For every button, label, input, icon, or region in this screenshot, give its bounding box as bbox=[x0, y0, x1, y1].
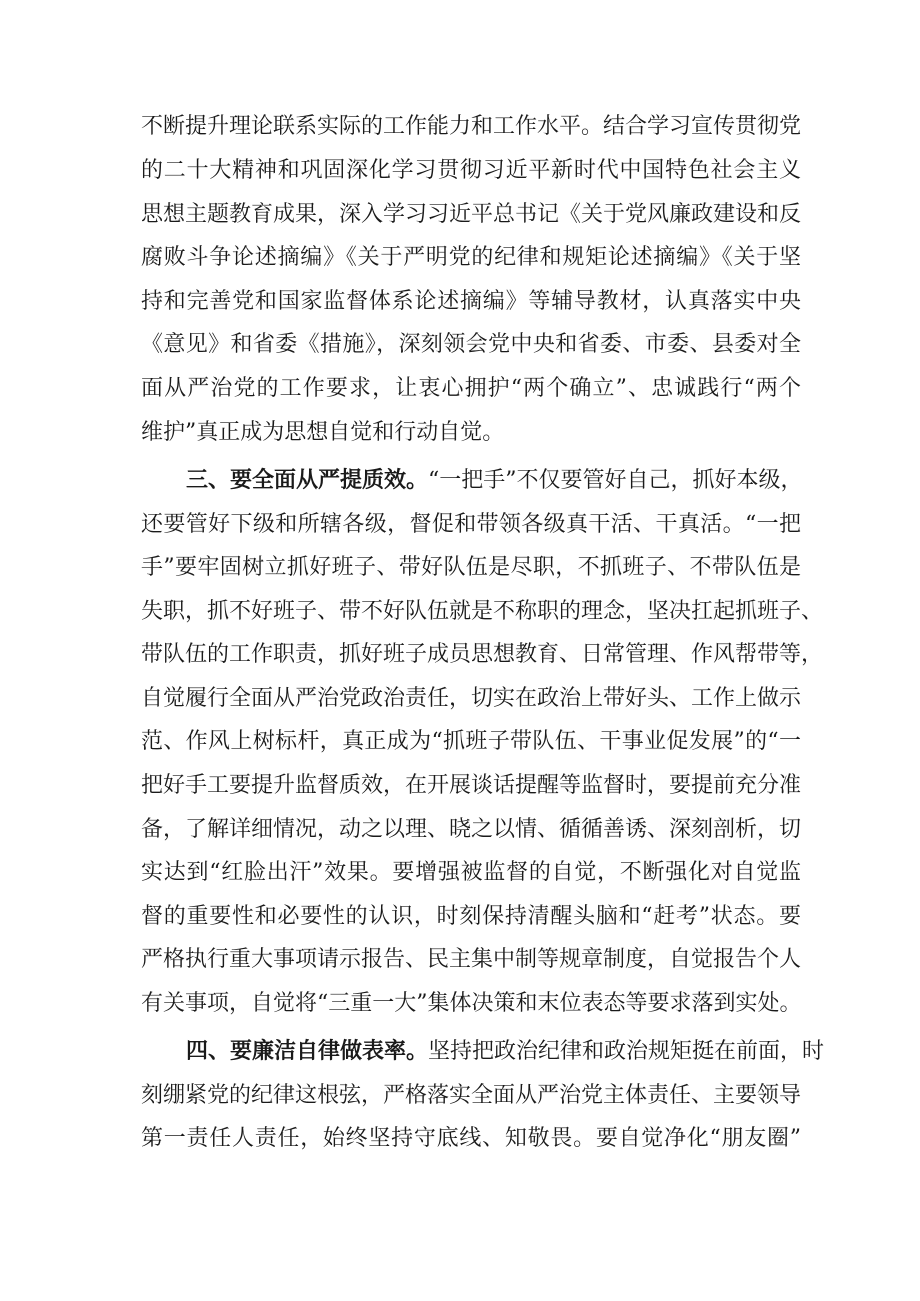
paragraph-2-line-8: 把好手工要提升监督质效，在开展谈话提醒等监督时，要提前充分准 bbox=[141, 773, 802, 798]
paragraph-2-line-10: 实达到“红脸出汗”效果。要增强被监督的自觉，不断强化对自觉监 bbox=[141, 860, 801, 885]
section-3-heading: 三、要全面从严提质效。 bbox=[186, 468, 429, 493]
paragraph-2-line-9: 备，了解详细情况，动之以理、晓之以情、循循善诱、深刻剖析，切 bbox=[141, 817, 802, 842]
paragraph-1-line-7: 面从严治党的工作要求，让衷心拥护“两个确立”、忠诚践行“两个 bbox=[141, 376, 801, 401]
paragraph-1-line-8: 维护”真正成为思想自觉和行动自觉。 bbox=[141, 420, 505, 445]
section-4-heading: 四、要廉洁自律做表率。 bbox=[186, 1039, 429, 1064]
paragraph-2-line-12: 严格执行重大事项请示报告、民主集中制等规章制度，自觉报告个人 bbox=[141, 947, 802, 972]
paragraph-2-line-1-text: “一把手”不仅要管好自己，抓好本级， bbox=[428, 468, 803, 493]
paragraph-1-line-2: 的二十大精神和巩固深化学习贯彻习近平新时代中国特色社会主义 bbox=[141, 158, 801, 183]
paragraph-1-line-3: 思想主题教育成果，深入学习习近平总书记《关于党风廉政建设和反 bbox=[141, 202, 802, 227]
paragraph-2-line-6: 自觉履行全面从严治党政治责任，切实在政治上带好头、工作上做示 bbox=[141, 686, 802, 711]
paragraph-3-line-3: 第一责任人责任，始终坚持守底线、知敬畏。要自觉净化“朋友圈” bbox=[141, 1126, 801, 1151]
paragraph-1-line-6: 《意见》和省委《措施》，深刻领会党中央和省委、市委、县委对全 bbox=[141, 332, 801, 357]
paragraph-3-line-1-text: 坚持把政治纪律和政治规矩挺在前面，时 bbox=[428, 1039, 825, 1064]
paragraph-2-line-2: 还要管好下级和所辖各级，督促和带领各级真干活、干真活。“一把 bbox=[141, 512, 801, 537]
paragraph-2-line-4: 失职，抓不好班子、带不好队伍就是不称职的理念，坚决扛起抓班子、 bbox=[141, 599, 824, 624]
paragraph-1-line-4: 腐败斗争论述摘编》《关于严明党的纪律和规矩论述摘编》《关于坚 bbox=[141, 245, 801, 270]
paragraph-2-line-1 bbox=[186, 457, 801, 505]
paragraph-2-line-3: 手”要牢固树立抓好班子、带好队伍是尽职，不抓班子、不带队伍是 bbox=[141, 555, 801, 580]
paragraph-2-line-5: 带队伍的工作职责，抓好班子成员思想教育、日常管理、作风帮带等， bbox=[141, 642, 824, 667]
paragraph-1-line-1: 不断提升理论联系实际的工作能力和工作水平。结合学习宣传贯彻党 bbox=[141, 114, 802, 139]
paragraph-2-line-13: 有关事项，自觉将“三重一大”集体决策和末位表态等要求落到实处。 bbox=[141, 991, 802, 1016]
paragraph-1-line-5: 持和完善党和国家监督体系论述摘编》等辅导教材，认真落实中央 bbox=[141, 289, 801, 314]
paragraph-3-line-1 bbox=[186, 1028, 825, 1076]
paragraph-2-line-7: 范、作风上树标杆，真正成为“抓班子带队伍、干事业促发展”的“一 bbox=[141, 729, 801, 754]
paragraph-3-line-2: 刻绷紧党的纪律这根弦，严格落实全面从严治党主体责任、主要领导 bbox=[141, 1083, 802, 1108]
paragraph-2-line-11: 督的重要性和必要性的认识，时刻保持清醒头脑和“赶考”状态。要 bbox=[141, 904, 801, 929]
